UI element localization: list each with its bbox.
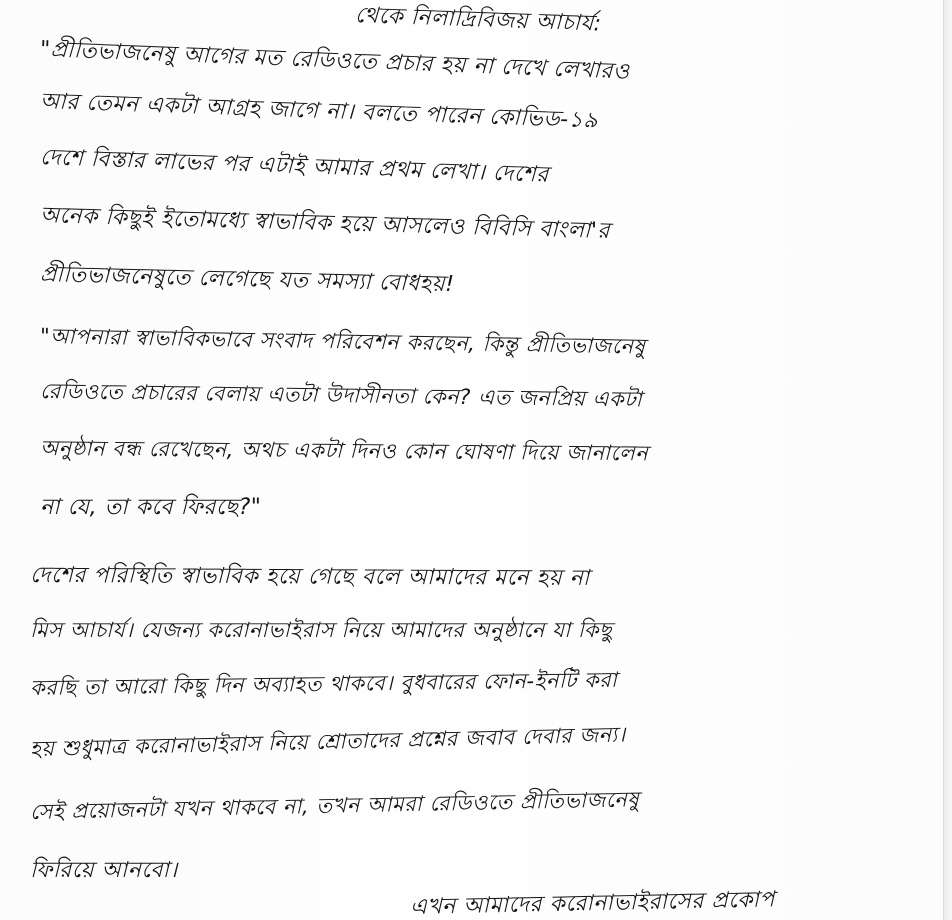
handwritten-line: হয় শুধুমাত্র করোনাভাইরাস নিয়ে শ্রোতাদের প্রশ্নের জবাব দেবার জন্য। (29, 722, 627, 761)
handwritten-line: না যে, তা কবে ফিরছে?" (40, 495, 262, 520)
page-edge-shadow (944, 0, 952, 920)
handwritten-line: সেই প্রয়োজনটা যখন থাকবে না, তখন আমরা রেডিওতে প্রীতিভাজনেষু (29, 787, 640, 824)
handwritten-line: অনেক কিছুই ইতোমধ্যে স্বাভাবিক হয়ে আসলেও বিবিসি বাংলা'র (39, 203, 611, 244)
handwritten-line-partial: এখন আমাদের করোনাভাইরাসের প্রকোপ (409, 887, 776, 920)
handwritten-line: "প্রীতিভাজনেষু আগের মত রেডিওতে প্রচার হয় না দেখে লেখারও (39, 37, 631, 85)
handwritten-line: "আপনারা স্বাভাবিকভাবে সংবাদ পরিবেশন করছেন, কিন্তু প্রীতিভাজনেষু (39, 324, 646, 359)
handwritten-line-sender: থেকে নিলাদ্রিবিজয় আচার্য: (354, 3, 603, 37)
handwritten-line: দেশের পরিস্থিতি স্বাভাবিক হয়ে গেছে বলে আমাদের মনে হয় না (29, 563, 590, 591)
handwritten-line: প্রীতিভাজনেষুতে লেগেছে যত সমস্যা বোধহয়! (39, 262, 455, 298)
handwritten-line: দেশে বিস্তার লাভের পর এটাই আমার প্রথম লেখা। দেশের (39, 145, 550, 188)
handwritten-line: ফিরিয়ে আনবো। (30, 858, 178, 883)
handwritten-line: করছি তা আরো কিছু দিন অব্যাহত থাকবে। বুধবারের ফোন-ইনটি করা (29, 667, 618, 700)
handwritten-line: অনুষ্ঠান বন্ধ রেখেছেন, অথচ একটা দিনও কোন ঘোষণা দিয়ে জানালেন (39, 436, 649, 466)
handwritten-line: রেডিওতে প্রচারের বেলায় এতটা উদাসীনতা কেন? এত জনপ্রিয় একটা (39, 379, 643, 412)
handwritten-line: মিস আচার্য। যেজন্য করোনাভাইরাস নিয়ে আমাদের অনুষ্ঠানে যা কিছু (30, 618, 613, 642)
page-edge-line (943, 0, 944, 920)
handwritten-line: আর তেমন একটা আগ্রহ জাগে না। বলতে পারেন কোভিড-১৯ (39, 89, 599, 134)
